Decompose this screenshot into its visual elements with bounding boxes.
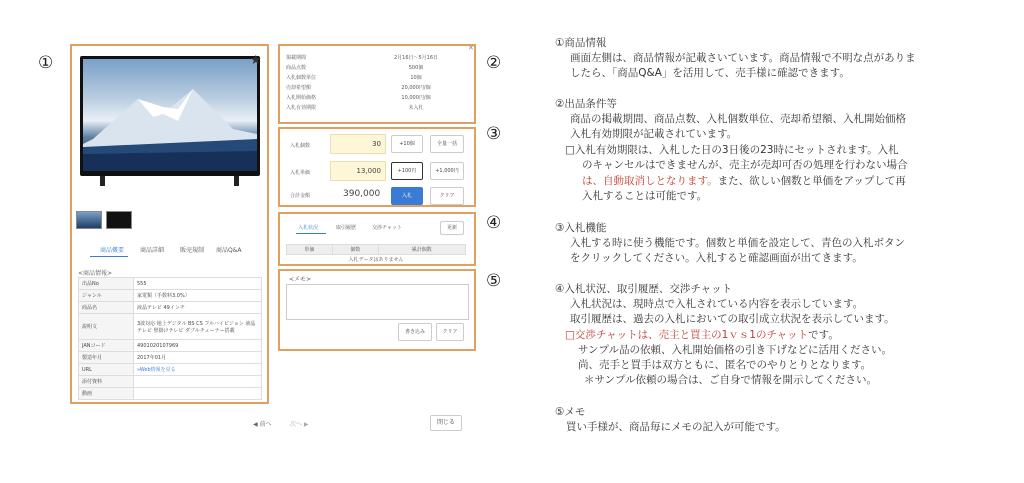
spec-key: 添付資料 bbox=[79, 376, 134, 388]
spec-value: 3波対応 地上デジタル BS CS フルハイビジョン 液晶テレビ 壁掛けテレビ ダブルチューナー搭載 bbox=[134, 314, 262, 340]
help-s4-line3-red: □交渉チャットは、売主と買主の1ｖｓ1のチャット bbox=[565, 329, 809, 341]
bid-history-table bbox=[286, 244, 466, 264]
tab-trade-history[interactable]: 取引履歴 bbox=[336, 225, 357, 231]
spec-value bbox=[134, 376, 262, 388]
help-s4-title: ④入札状況、取引履歴、交渉チャット bbox=[555, 283, 733, 295]
spec-value: 4901020107969 bbox=[134, 340, 262, 352]
memo-label: <メモ> bbox=[289, 276, 312, 283]
thumbnail-2[interactable] bbox=[106, 211, 132, 229]
marker-5: ⑤ bbox=[486, 271, 502, 291]
qty-all-button[interactable]: 全量一括 bbox=[430, 135, 464, 153]
total-label: 合計金額 bbox=[290, 193, 311, 199]
condition-row bbox=[286, 84, 466, 94]
condition-value: 未入札 bbox=[408, 105, 424, 111]
table-row bbox=[79, 302, 262, 314]
condition-value: 20,000円/個 bbox=[401, 85, 431, 91]
condition-row bbox=[286, 54, 466, 64]
product-tabs bbox=[82, 243, 262, 257]
marker-1: ① bbox=[38, 53, 54, 73]
help-s3-title: ③入札機能 bbox=[555, 222, 607, 234]
help-s2-line1: 商品の掲載期間、商品点数、入札個数単位、売却希望額、入札開始価格 bbox=[570, 113, 906, 125]
spec-key: 製造年月 bbox=[79, 352, 134, 364]
table-row bbox=[79, 364, 262, 376]
web-info-link[interactable]: »Web情報を見る bbox=[134, 364, 262, 376]
table-row bbox=[79, 352, 262, 364]
spec-key: ジャンル bbox=[79, 290, 134, 302]
thumbnail-1[interactable] bbox=[76, 211, 102, 229]
help-s3-line1: 入札する時に使う機能です。個数と単価を設定して、青色の入札ボタン bbox=[570, 237, 905, 249]
help-s4-line3: です。 bbox=[808, 329, 839, 341]
tab-overview[interactable]: 商品概要 bbox=[100, 247, 125, 254]
refresh-button[interactable]: 更新 bbox=[440, 221, 464, 235]
qty-plus-button[interactable]: +10個 bbox=[391, 135, 423, 153]
tab-underline bbox=[296, 233, 326, 234]
product-spec-table bbox=[78, 277, 262, 400]
tab-bid-status[interactable]: 入札状況 bbox=[298, 225, 319, 231]
help-s4-line2: 取引履歴は、過去の入札においての取引成立状況を表示しています。 bbox=[570, 313, 895, 325]
spec-key: 出品No bbox=[79, 278, 134, 290]
spec-value: 2017年01月 bbox=[134, 352, 262, 364]
product-info-label: <商品情報> bbox=[78, 270, 113, 277]
total-value: 390,000 bbox=[343, 189, 381, 199]
spec-key: 説明文 bbox=[79, 314, 134, 340]
tab-sales-regulation[interactable]: 販売規制 bbox=[180, 247, 205, 254]
table-header-row bbox=[287, 245, 466, 255]
help-s2-line3: □入札有効期限は、入札した日の3日後の23時にセットされます。入札 bbox=[565, 144, 899, 156]
spec-key: JANコード bbox=[79, 340, 134, 352]
price-plus1000-button[interactable]: +1,000円 bbox=[430, 162, 464, 180]
listing-conditions bbox=[286, 54, 466, 114]
condition-key: 商品点数 bbox=[286, 65, 307, 71]
table-row bbox=[79, 278, 262, 290]
favorite-star-icon[interactable]: ★ bbox=[250, 53, 262, 68]
memo-clear-button[interactable]: クリア bbox=[436, 323, 464, 341]
price-plus100-button[interactable]: +100円 bbox=[391, 162, 423, 180]
close-icon[interactable]: ✕ bbox=[468, 44, 474, 52]
condition-key: 掲載期間 bbox=[286, 55, 307, 61]
col-cumulative: 累計個数 bbox=[378, 245, 465, 255]
tab-negotiation-chat[interactable]: 交渉チャット bbox=[372, 225, 402, 231]
condition-value: 500個 bbox=[408, 65, 424, 71]
condition-value: 10個 bbox=[410, 75, 422, 81]
tab-underline bbox=[90, 256, 128, 257]
help-s2-line5: また、欲しい個数と単価をアップして再 bbox=[717, 175, 906, 187]
condition-value: 10,000円/個 bbox=[401, 95, 431, 101]
tab-qa[interactable]: 商品Q&A bbox=[216, 247, 242, 254]
help-s4-line1: 入札状況は、現時点で入札されている内容を表示しています。 bbox=[570, 298, 864, 310]
prev-button[interactable]: ◀ 前へ bbox=[253, 421, 272, 428]
col-quantity: 個数 bbox=[332, 245, 378, 255]
bid-clear-button[interactable]: クリア bbox=[430, 187, 464, 205]
condition-key: 売却希望額 bbox=[286, 85, 312, 91]
empty-message: 入札データはありません bbox=[348, 256, 404, 263]
bid-button[interactable]: 入札 bbox=[391, 187, 423, 205]
help-s5-line1: 買い手様が、商品毎にメモの記入が可能です。 bbox=[566, 421, 786, 433]
help-s2-line4: のキャンセルはできませんが、売主が売却可否の処理を行わない場合 bbox=[582, 159, 908, 171]
tab-details[interactable]: 商品詳細 bbox=[140, 247, 165, 254]
next-button[interactable]: 次へ ▶ bbox=[290, 421, 309, 428]
help-s4-line6: ＊サンプル依頼の場合は、ご自身で情報を開示してください。 bbox=[584, 374, 878, 386]
table-row bbox=[79, 340, 262, 352]
memo-save-button[interactable]: 書き込み bbox=[398, 323, 432, 341]
condition-row bbox=[286, 94, 466, 104]
condition-key: 入札開始価格 bbox=[286, 95, 317, 101]
spec-value: 家電類（手数料3.0%） bbox=[134, 290, 262, 302]
help-s2-line2: 入札有効期限が記載されています。 bbox=[570, 128, 738, 140]
condition-key: 入札有効期限 bbox=[286, 105, 317, 111]
marker-3: ③ bbox=[486, 124, 502, 144]
qty-input[interactable]: 30 bbox=[330, 134, 386, 154]
help-s1-line2: したら、「商品Q&A」を活用して、売手様に確認できます。 bbox=[570, 67, 850, 79]
help-s2-title: ②出品条件等 bbox=[555, 98, 617, 110]
help-s4-line4: サンプル品の依頼、入札開始価格の引き下げなどに活用ください。 bbox=[578, 344, 893, 356]
memo-textarea[interactable] bbox=[286, 284, 469, 320]
spec-key: 商品名 bbox=[79, 302, 134, 314]
table-row bbox=[287, 255, 466, 264]
qty-label: 入札個数 bbox=[290, 143, 311, 149]
table-row bbox=[79, 314, 262, 340]
marker-2: ② bbox=[486, 53, 502, 73]
table-row bbox=[79, 376, 262, 388]
table-row bbox=[79, 388, 262, 400]
marker-4: ④ bbox=[486, 213, 502, 233]
spec-key: 動画 bbox=[79, 388, 134, 400]
help-s1-line1: 画面左側は、商品情報が記載さいています。商品情報で不明な点がありま bbox=[570, 52, 916, 64]
spec-value bbox=[134, 388, 262, 400]
price-label: 入札単価 bbox=[290, 170, 311, 176]
condition-row bbox=[286, 104, 466, 114]
spec-value: 555 bbox=[134, 278, 262, 290]
spec-value: 液晶テレビ 49インチ bbox=[134, 302, 262, 314]
condition-row bbox=[286, 74, 466, 84]
help-s4-line5: 尚、売手と買手は双方ともに、匿名でのやりとりとなります。 bbox=[578, 359, 872, 371]
condition-row bbox=[286, 64, 466, 74]
table-row bbox=[79, 290, 262, 302]
price-input[interactable]: 13,000 bbox=[330, 161, 386, 181]
product-image bbox=[76, 50, 264, 195]
spec-key: URL bbox=[79, 364, 134, 376]
help-s2-line6: 入札することは可能です。 bbox=[582, 190, 708, 202]
col-unit-price: 単価 bbox=[287, 245, 333, 255]
condition-key: 入札個数単位 bbox=[286, 75, 317, 81]
help-s5-title: ⑤メモ bbox=[555, 406, 586, 418]
condition-value: 2月16日〜5月16日 bbox=[393, 55, 439, 61]
close-button[interactable]: 閉じる bbox=[430, 415, 462, 431]
help-s3-line2: をクリックしてください。入札すると確認画面が出てきます。 bbox=[570, 252, 863, 264]
help-s2-line5-red: は、自動取消しとなります。 bbox=[582, 175, 718, 187]
help-s1-title: ①商品情報 bbox=[555, 37, 607, 49]
